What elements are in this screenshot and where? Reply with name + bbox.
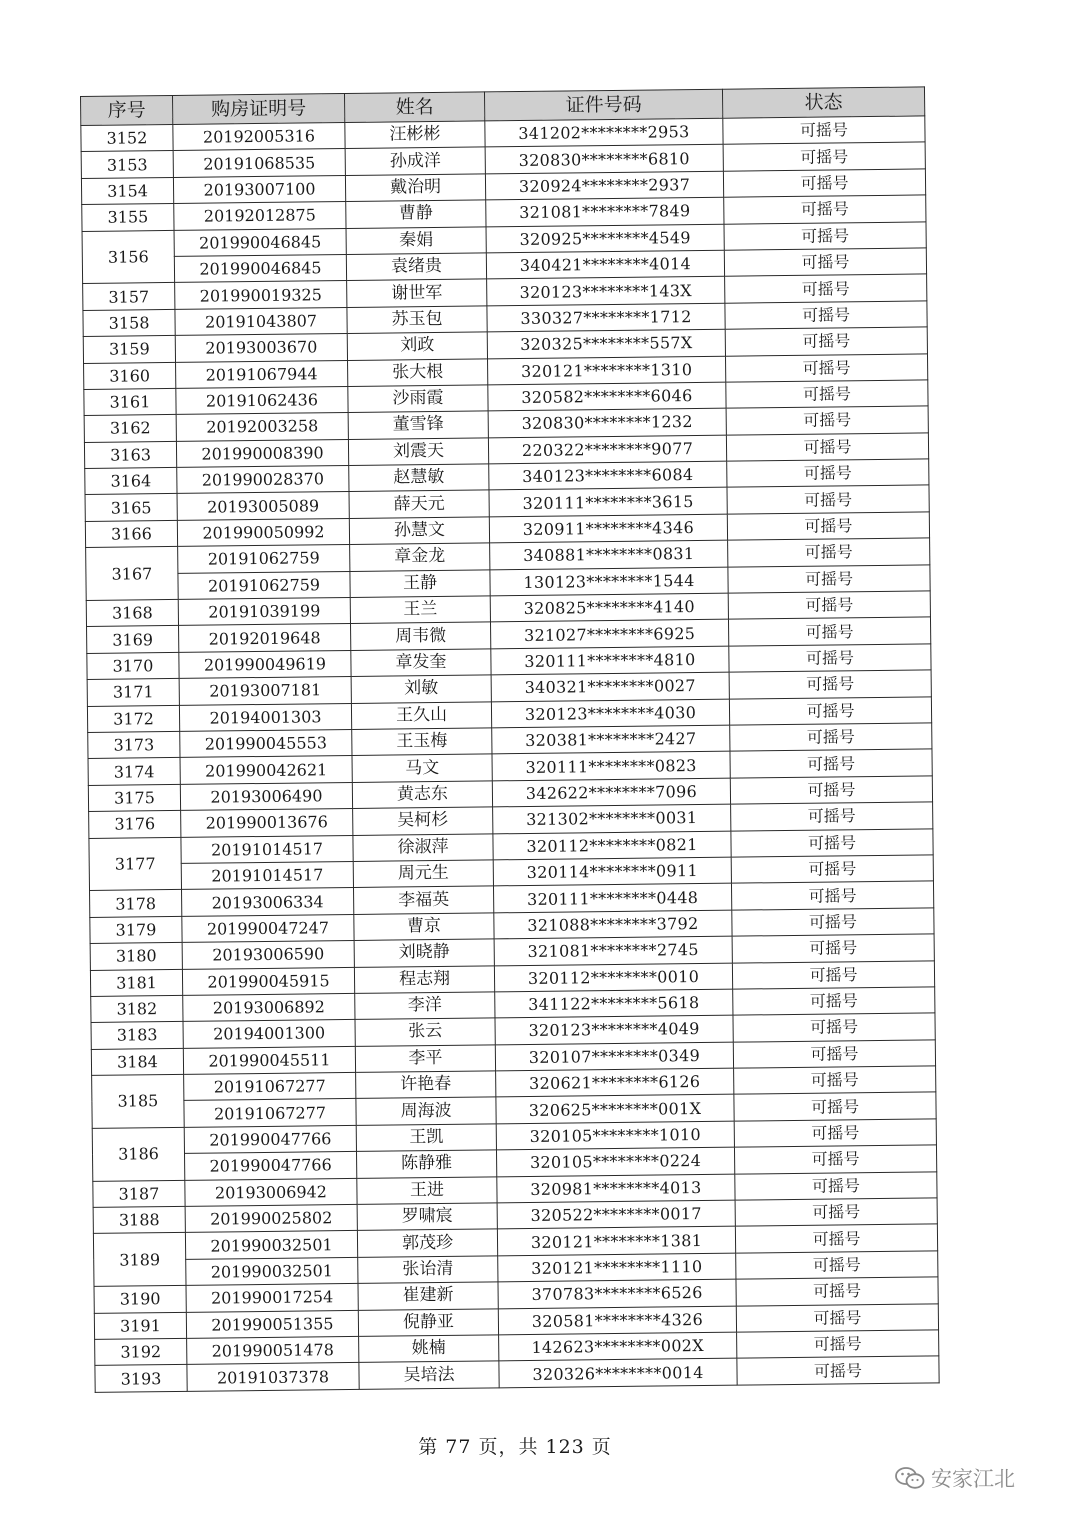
cell-id: 320123********4030 [491,699,729,728]
cell-cert: 201990047766 [185,1152,357,1180]
cell-name: 刘政 [347,332,487,360]
cell-id: 340321********0027 [491,672,729,701]
cell-status: 可摇号 [727,459,929,488]
cell-status: 可摇号 [725,274,927,303]
cell-cert: 20191067277 [184,1099,356,1127]
cell-name: 倪静亚 [358,1308,498,1336]
cell-seq: 3191 [94,1312,186,1339]
cell-status: 可摇号 [736,1251,938,1280]
cell-name: 徐淑萍 [353,833,493,861]
cell-seq: 3182 [91,995,183,1022]
cell-cert: 201990045511 [183,1046,355,1074]
cell-name: 戴治明 [345,174,485,202]
cell-seq: 3192 [95,1338,187,1365]
cell-name: 吴培法 [359,1361,499,1389]
cell-name: 张云 [355,1018,495,1046]
cell-cert: 20192003258 [176,413,348,441]
cell-seq: 3158 [83,309,175,336]
cell-cert: 201990032501 [186,1257,358,1285]
cell-cert: 20191043807 [175,307,347,335]
cell-name: 曹静 [346,200,486,228]
cell-name: 刘晓静 [354,939,494,967]
cell-name: 章发奎 [351,649,491,677]
cell-id: 320123********4049 [495,1015,733,1044]
header-seq: 序号 [81,95,173,125]
cell-name: 薛天元 [349,490,489,518]
cell-status: 可摇号 [727,512,929,541]
cell-name: 王静 [350,570,490,598]
cell-name: 董雪锋 [348,411,488,439]
cell-id: 320112********0010 [494,963,732,992]
cell-status: 可摇号 [723,142,925,171]
cell-cert: 20191014517 [181,835,353,863]
cell-seq: 3161 [84,388,176,415]
cell-cert: 20193006334 [182,888,354,916]
cell-status: 可摇号 [726,380,928,409]
cell-seq: 3166 [85,520,177,547]
cell-seq: 3176 [89,811,181,838]
cell-seq: 3180 [90,943,182,970]
cell-id: 340881********0831 [490,540,728,569]
cell-status: 可摇号 [732,934,934,963]
cell-status: 可摇号 [730,749,932,778]
cell-status: 可摇号 [729,670,931,699]
cell-status: 可摇号 [725,353,927,382]
cell-status: 可摇号 [736,1277,938,1306]
cell-seq: 3155 [82,204,174,231]
cell-cert: 20193006942 [185,1178,357,1206]
cell-cert: 20191067277 [184,1072,356,1100]
cell-status: 可摇号 [726,433,928,462]
cell-status: 可摇号 [725,327,927,356]
cell-name: 刘敏 [351,675,491,703]
cell-name: 程志翔 [354,965,494,993]
cell-id: 320825********4140 [490,593,728,622]
cell-name: 李洋 [355,992,495,1020]
cell-name: 张大根 [348,358,488,386]
cell-seq: 3163 [84,441,176,468]
cell-cert: 20191062759 [178,545,350,573]
cell-name: 李福英 [353,886,493,914]
cell-cert: 201990042621 [180,756,352,784]
cell-name: 崔建新 [358,1282,498,1310]
cell-cert: 201990047247 [182,914,354,942]
cell-seq: 3169 [87,626,179,653]
cell-seq: 3186 [92,1127,185,1181]
cell-seq: 3153 [81,151,173,178]
cell-cert: 20193007181 [179,677,351,705]
cell-status: 可摇号 [731,802,933,831]
cell-status: 可摇号 [728,538,930,567]
applicant-table [80,86,940,1392]
cell-cert: 20192012875 [174,202,346,230]
cell-status: 可摇号 [731,881,933,910]
cell-cert: 201990025802 [185,1204,357,1232]
cell-seq: 3174 [88,758,180,785]
cell-seq: 3167 [86,547,179,601]
cell-name: 罗啸宸 [357,1203,497,1231]
cell-seq: 3183 [91,1022,183,1049]
cell-cert: 20193003670 [175,334,347,362]
cell-cert: 201990017254 [186,1284,358,1312]
cell-status: 可摇号 [732,908,934,937]
cell-status: 可摇号 [731,855,933,884]
cell-seq: 3179 [90,916,182,943]
watermark-text: 安家江北 [931,1467,1015,1491]
cell-id: 320924********2937 [485,171,723,200]
cell-id: 320981********4013 [497,1174,735,1203]
header-id: 证件号码 [484,89,722,121]
table-body [81,116,939,1392]
cell-name: 王凯 [356,1124,496,1152]
cell-cert: 20193005089 [177,492,349,520]
cell-id: 320582********6046 [488,382,726,411]
cell-cert: 201990049619 [179,650,351,678]
cell-seq: 3188 [93,1206,185,1233]
cell-status: 可摇号 [734,1066,936,1095]
cell-name: 李平 [355,1045,495,1073]
cell-status: 可摇号 [733,987,935,1016]
cell-seq: 3154 [81,177,173,204]
cell-id: 320911********4346 [489,514,727,543]
cell-name: 周元生 [353,860,493,888]
cell-cert: 20191068535 [173,149,345,177]
cell-status: 可摇号 [728,565,930,594]
header-cert: 购房证明号 [172,93,344,124]
cell-cert: 20194001303 [179,703,351,731]
cell-id: 320326********0014 [499,1358,737,1387]
cell-name: 赵慧敏 [349,464,489,492]
cell-id: 320830********1232 [488,408,726,437]
cell-cert: 20191037378 [187,1363,359,1391]
cell-id: 340421********4014 [486,250,724,279]
cell-id: 320625********001X [496,1095,734,1124]
cell-id: 320121********1110 [498,1253,736,1282]
header-name: 姓名 [344,92,484,123]
cell-status: 可摇号 [723,116,925,145]
cell-status: 可摇号 [729,644,931,673]
cell-id: 321081********2745 [494,936,732,965]
cell-cert: 20193006590 [182,941,354,969]
cell-id: 142623********002X [499,1332,737,1361]
wechat-icon [895,1466,925,1490]
cell-cert: 201990047766 [184,1125,356,1153]
cell-cert: 201990032501 [185,1231,357,1259]
cell-cert: 20191039199 [178,597,350,625]
cell-status: 可摇号 [734,1119,936,1148]
cell-seq: 3162 [84,415,176,442]
cell-seq: 3187 [93,1180,185,1207]
cell-status: 可摇号 [731,828,933,857]
cell-status: 可摇号 [736,1303,938,1332]
cell-id: 130123********1544 [490,567,728,596]
cell-cert: 201990046845 [174,254,346,282]
cell-status: 可摇号 [735,1224,937,1253]
cell-id: 320522********0017 [497,1200,735,1229]
cell-seq: 3184 [91,1048,183,1075]
cell-cert: 201990045553 [180,729,352,757]
cell-name: 吴柯杉 [353,807,493,835]
cell-seq: 3172 [87,705,179,732]
cell-status: 可摇号 [735,1198,937,1227]
cell-status: 可摇号 [730,776,932,805]
cell-id: 342622********7096 [492,778,730,807]
page-number: 第 77 页，共 123 页 [418,1436,612,1458]
cell-seq: 3171 [87,679,179,706]
applicant-table-sheet [80,86,939,1392]
cell-status: 可摇号 [729,696,931,725]
cell-status: 可摇号 [728,617,930,646]
cell-cert: 20191062436 [176,386,348,414]
cell-name: 周韦微 [351,622,491,650]
cell-seq: 3168 [86,599,178,626]
cell-name: 黄志东 [352,781,492,809]
cell-cert: 201990045915 [182,967,354,995]
cell-id: 320105********0224 [496,1147,734,1176]
cell-name: 孙慧文 [349,517,489,545]
cell-cert: 201990051478 [187,1336,359,1364]
cell-seq: 3173 [88,731,180,758]
cell-name: 沙雨霞 [348,385,488,413]
cell-status: 可摇号 [724,248,926,277]
cell-status: 可摇号 [728,591,930,620]
cell-seq: 3190 [94,1286,186,1313]
cell-seq: 3152 [81,124,173,151]
cell-seq: 3156 [82,230,175,284]
cell-id: 320325********557X [487,329,725,358]
cell-name: 姚楠 [359,1335,499,1363]
cell-name: 曹京 [354,913,494,941]
cell-cert: 201990008390 [176,439,348,467]
cell-id: 320105********1010 [496,1121,734,1150]
cell-id: 320381********2427 [492,725,730,754]
cell-status: 可摇号 [735,1171,937,1200]
cell-id: 341202********2953 [485,118,723,147]
cell-status: 可摇号 [733,1040,935,1069]
cell-cert: 20192005316 [173,122,345,150]
cell-id: 320925********4549 [486,224,724,253]
cell-seq: 3157 [83,283,175,310]
cell-name: 郭茂珍 [357,1229,497,1257]
header-status: 状态 [722,87,924,118]
cell-cert: 20194001300 [183,1020,355,1048]
cell-seq: 3181 [90,969,182,996]
cell-seq: 3177 [89,837,182,891]
cell-name: 谢世军 [347,279,487,307]
cell-id: 321081********7849 [486,197,724,226]
cell-id: 321088********3792 [494,910,732,939]
cell-seq: 3165 [85,494,177,521]
cell-id: 320121********1310 [488,356,726,385]
cell-id: 320111********3615 [489,488,727,517]
cell-name: 王兰 [350,596,490,624]
cell-id: 321302********0031 [493,804,731,833]
cell-cert: 201990028370 [177,466,349,494]
watermark [895,1463,1015,1493]
cell-status: 可摇号 [737,1330,939,1359]
cell-id: 370783********6526 [498,1279,736,1308]
cell-status: 可摇号 [724,221,926,250]
cell-status: 可摇号 [737,1356,939,1385]
cell-id: 341122********5618 [495,989,733,1018]
cell-cert: 20191014517 [181,861,353,889]
cell-id: 320621********6126 [496,1068,734,1097]
cell-id: 320111********0448 [493,883,731,912]
cell-seq: 3170 [87,652,179,679]
cell-name: 刘震天 [348,438,488,466]
cell-cert: 201990051355 [186,1310,358,1338]
cell-name: 王久山 [351,701,491,729]
cell-seq: 3185 [92,1074,185,1128]
cell-id: 320111********4810 [491,646,729,675]
cell-id: 320111********0823 [492,752,730,781]
cell-cert: 201990050992 [177,518,349,546]
cell-status: 可摇号 [730,723,932,752]
cell-cert: 201990019325 [175,281,347,309]
cell-id: 321027********6925 [490,620,728,649]
cell-status: 可摇号 [725,301,927,330]
cell-name: 陈静雅 [356,1150,496,1178]
cell-id: 320123********143X [487,277,725,306]
cell-name: 王进 [357,1176,497,1204]
cell-cert: 20192019648 [179,624,351,652]
cell-name: 袁绪贵 [346,253,486,281]
cell-seq: 3189 [93,1233,186,1287]
cell-seq: 3193 [95,1365,187,1392]
cell-status: 可摇号 [723,169,925,198]
cell-name: 周海波 [356,1097,496,1125]
cell-seq: 3175 [88,784,180,811]
cell-status: 可摇号 [734,1145,936,1174]
cell-name: 章金龙 [350,543,490,571]
cell-id: 320581********4326 [498,1306,736,1335]
cell-status: 可摇号 [733,1013,935,1042]
cell-id: 320112********0821 [493,831,731,860]
cell-seq: 3159 [83,336,175,363]
cell-status: 可摇号 [734,1092,936,1121]
cell-cert: 20191062759 [178,571,350,599]
cell-status: 可摇号 [727,485,929,514]
cell-id: 320830********6810 [485,145,723,174]
cell-cert: 20193006892 [183,993,355,1021]
cell-cert: 20193007100 [173,175,345,203]
cell-id: 340123********6084 [489,461,727,490]
cell-status: 可摇号 [732,960,934,989]
cell-name: 王玉梅 [352,728,492,756]
cell-id: 320114********0911 [493,857,731,886]
cell-cert: 20193006490 [180,782,352,810]
cell-id: 330327********1712 [487,303,725,332]
cell-name: 秦娟 [346,226,486,254]
cell-name: 张诒清 [358,1256,498,1284]
cell-cert: 20191067944 [176,360,348,388]
cell-id: 220322********9077 [488,435,726,464]
cell-name: 汪彬彬 [345,121,485,149]
cell-status: 可摇号 [724,195,926,224]
cell-cert: 201990013676 [181,809,353,837]
cell-id: 320121********1381 [497,1227,735,1256]
cell-seq: 3160 [84,362,176,389]
cell-seq: 3178 [90,890,182,917]
cell-cert: 201990046845 [174,228,346,256]
cell-name: 许艳春 [356,1071,496,1099]
cell-status: 可摇号 [726,406,928,435]
cell-seq: 3164 [85,468,177,495]
cell-name: 孙成洋 [345,147,485,175]
cell-name: 苏玉包 [347,306,487,334]
cell-id: 320107********0349 [495,1042,733,1071]
cell-name: 马文 [352,754,492,782]
